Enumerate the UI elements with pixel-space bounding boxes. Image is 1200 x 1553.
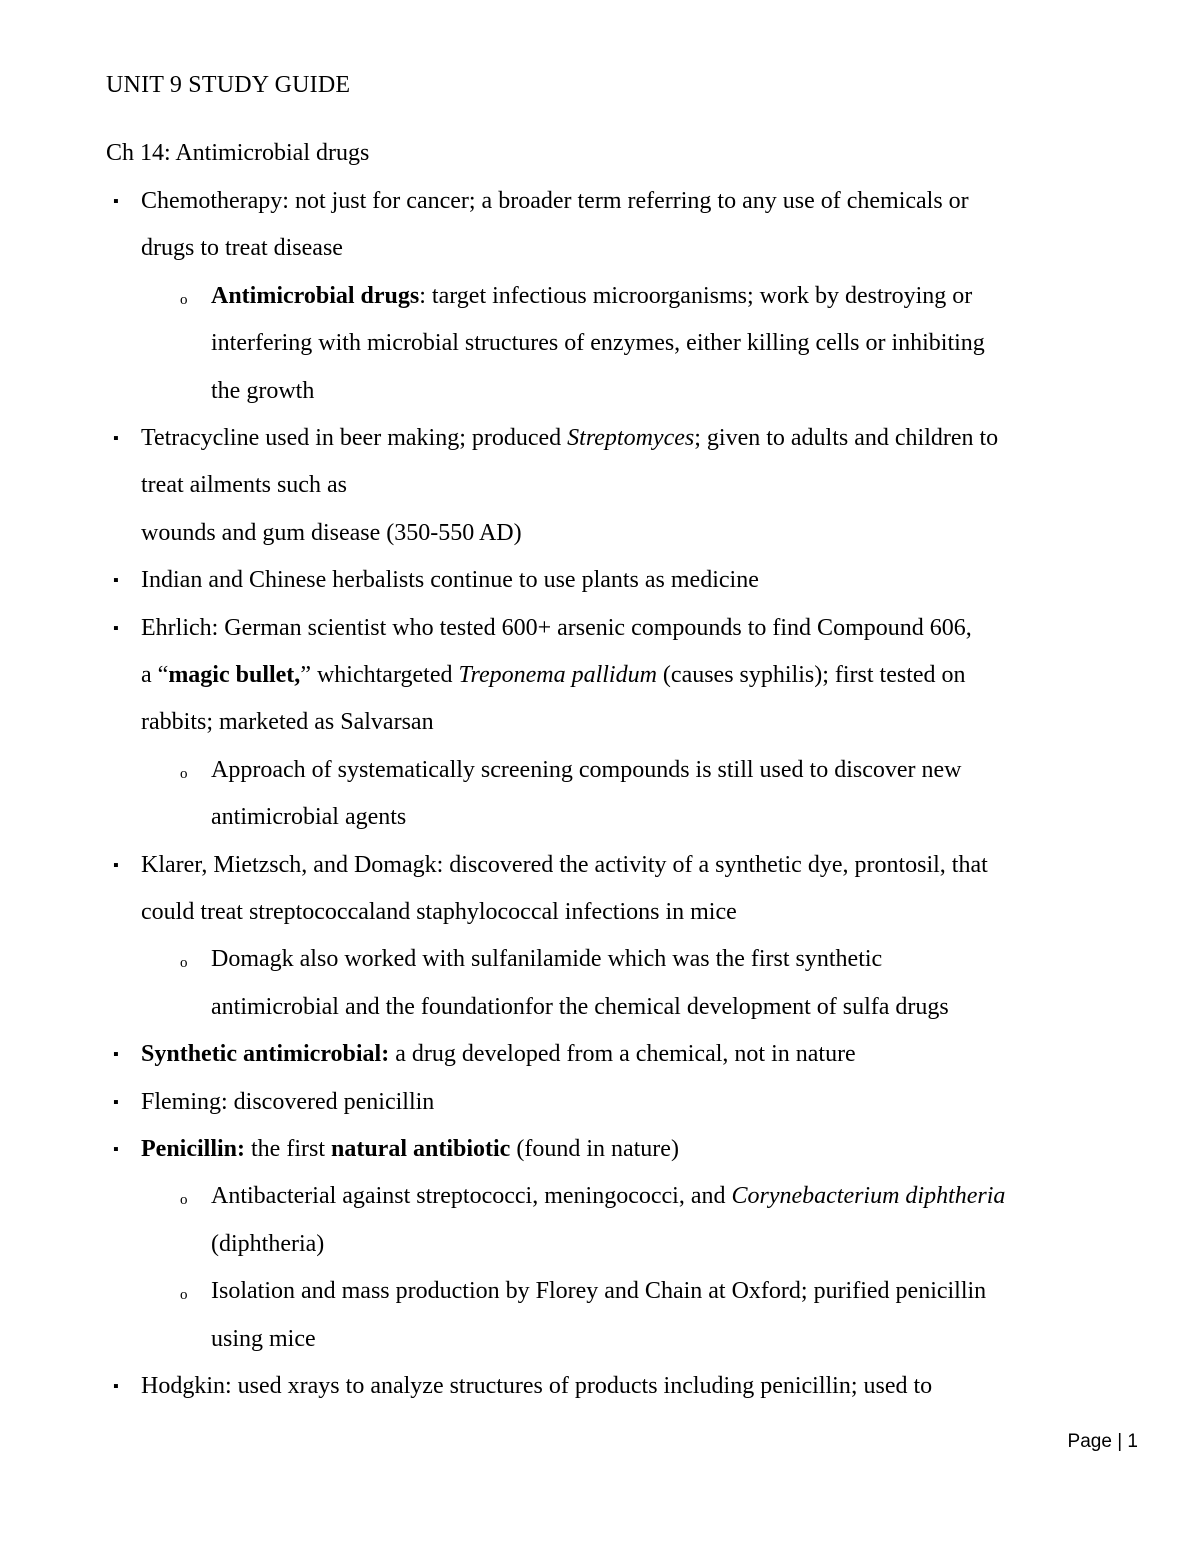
footer-separator: | xyxy=(1117,1431,1123,1452)
text-run: Domagk also worked with sulfanilamide which was the first synthetic xyxy=(211,946,883,972)
sub-list-item-line xyxy=(211,1324,316,1354)
list-item-line xyxy=(141,518,522,548)
italic-term: Streptomyces xyxy=(567,425,695,451)
bullet-marker: ▪ xyxy=(113,193,119,210)
sub-bullet-marker: o xyxy=(180,766,188,782)
list-item-line xyxy=(141,1039,856,1069)
text-run: Fleming: discovered penicillin xyxy=(141,1089,435,1115)
list-item-line xyxy=(141,1371,932,1401)
bold-term: magic bullet, xyxy=(168,662,301,688)
bullet-marker: ▪ xyxy=(113,1046,119,1063)
footer-page-number: 1 xyxy=(1127,1431,1138,1452)
bullet-marker: ▪ xyxy=(113,430,119,447)
text-run: Tetracycline used in beer making; produced xyxy=(141,425,568,451)
list-item-line xyxy=(141,707,434,737)
bullet-marker: ▪ xyxy=(113,620,119,637)
sub-list-item-line xyxy=(211,328,985,358)
text-run: : target infectious microorganisms; work by destroying or xyxy=(419,283,973,309)
bullet-marker: ▪ xyxy=(113,572,119,589)
text-run: Isolation and mass production by Florey and Chain at Oxford; purified penicillin xyxy=(211,1278,987,1304)
sub-list-item-line xyxy=(211,1276,986,1306)
text-run: interfering with microbial structures of enzymes, either killing cells or inhibiting xyxy=(211,330,985,356)
text-run: antimicrobial and the foundationfor the chemical development of sulfa drugs xyxy=(211,994,949,1020)
list-item-line xyxy=(141,1087,434,1117)
text-run: Hodgkin: used xrays to analyze structures of products including penicillin; used to xyxy=(141,1373,933,1399)
list-item-line xyxy=(141,613,972,643)
text-run: Approach of systematically screening compounds is still used to discover new xyxy=(211,757,962,783)
page-number-footer xyxy=(1068,1431,1138,1453)
list-item-line xyxy=(141,1134,679,1164)
text-run: Ehrlich: German scientist who tested 600+ arsenic compounds to find Compound 606, xyxy=(141,615,972,641)
bold-term: Penicillin: xyxy=(141,1136,245,1162)
list-item-line xyxy=(141,470,347,500)
text-run: the first xyxy=(245,1136,331,1162)
bold-term: Antimicrobial drugs xyxy=(211,283,420,309)
text-run: ; given to adults and children to xyxy=(694,425,999,451)
text-run: (causes syphilis); first tested on xyxy=(656,662,966,688)
sub-list-item-line xyxy=(211,376,314,406)
text-run: treat ailments such as xyxy=(141,472,347,498)
text-run: Antibacterial against streptococci, meningococci, and xyxy=(211,1183,732,1209)
text-run: could treat streptococcaland staphylococcal infections in mice xyxy=(141,899,737,925)
bullet-marker: ▪ xyxy=(113,1378,119,1395)
text-run: rabbits; marketed as Salvarsan xyxy=(141,709,434,735)
text-run: a drug developed from a chemical, not in nature xyxy=(389,1041,856,1067)
text-run: Klarer, Mietzsch, and Domagk: discovered the activity of a synthetic dye, prontosil, that xyxy=(141,852,988,878)
text-run: wounds and gum disease (350-550 AD) xyxy=(141,520,522,546)
italic-term: Treponema pallidum xyxy=(458,662,657,688)
sub-bullet-marker: o xyxy=(180,1192,188,1208)
text-run: the growth xyxy=(211,378,315,404)
bullet-marker: ▪ xyxy=(113,1094,119,1111)
text-run: antimicrobial agents xyxy=(211,804,407,830)
sub-list-item-line xyxy=(211,992,949,1022)
list-item-line xyxy=(141,423,998,453)
sub-bullet-marker: o xyxy=(180,292,188,308)
sub-list-item-line xyxy=(211,1229,324,1259)
bold-term: natural antibiotic xyxy=(330,1136,511,1162)
text-run: (diphtheria) xyxy=(211,1231,325,1257)
list-item-line xyxy=(141,660,966,690)
italic-term: Corynebacterium diphtheria xyxy=(731,1183,1006,1209)
list-item-line xyxy=(141,850,988,880)
sub-list-item-line xyxy=(211,1181,1005,1211)
sub-list-item-line xyxy=(211,281,972,311)
sub-list-item-line xyxy=(211,944,882,974)
list-item-line xyxy=(141,186,969,216)
text-run: a “ xyxy=(141,662,169,688)
text-run: Indian and Chinese herbalists continue to use plants as medicine xyxy=(141,567,759,593)
list-item-line xyxy=(141,897,737,927)
bullet-marker: ▪ xyxy=(113,1141,119,1158)
text-run: using mice xyxy=(211,1326,316,1352)
sub-bullet-marker: o xyxy=(180,1287,188,1303)
footer-page-label: Page xyxy=(1067,1431,1112,1452)
bullet-marker: ▪ xyxy=(113,857,119,874)
list-item-line xyxy=(141,565,759,595)
text-run: (found in nature) xyxy=(510,1136,679,1162)
text-run: Chemotherapy: not just for cancer; a broader term referring to any use of chemicals or xyxy=(141,188,969,214)
sub-bullet-marker: o xyxy=(180,955,188,971)
bold-term: Synthetic antimicrobial: xyxy=(141,1041,390,1067)
document-title: UNIT 9 STUDY GUIDE xyxy=(106,72,351,98)
sub-list-item-line xyxy=(211,755,962,785)
text-run: drugs to treat disease xyxy=(141,235,343,261)
list-item-line xyxy=(141,233,343,263)
chapter-heading: Ch 14: Antimicrobial drugs xyxy=(106,140,370,166)
sub-list-item-line xyxy=(211,802,406,832)
text-run: ” whichtargeted xyxy=(300,662,459,688)
